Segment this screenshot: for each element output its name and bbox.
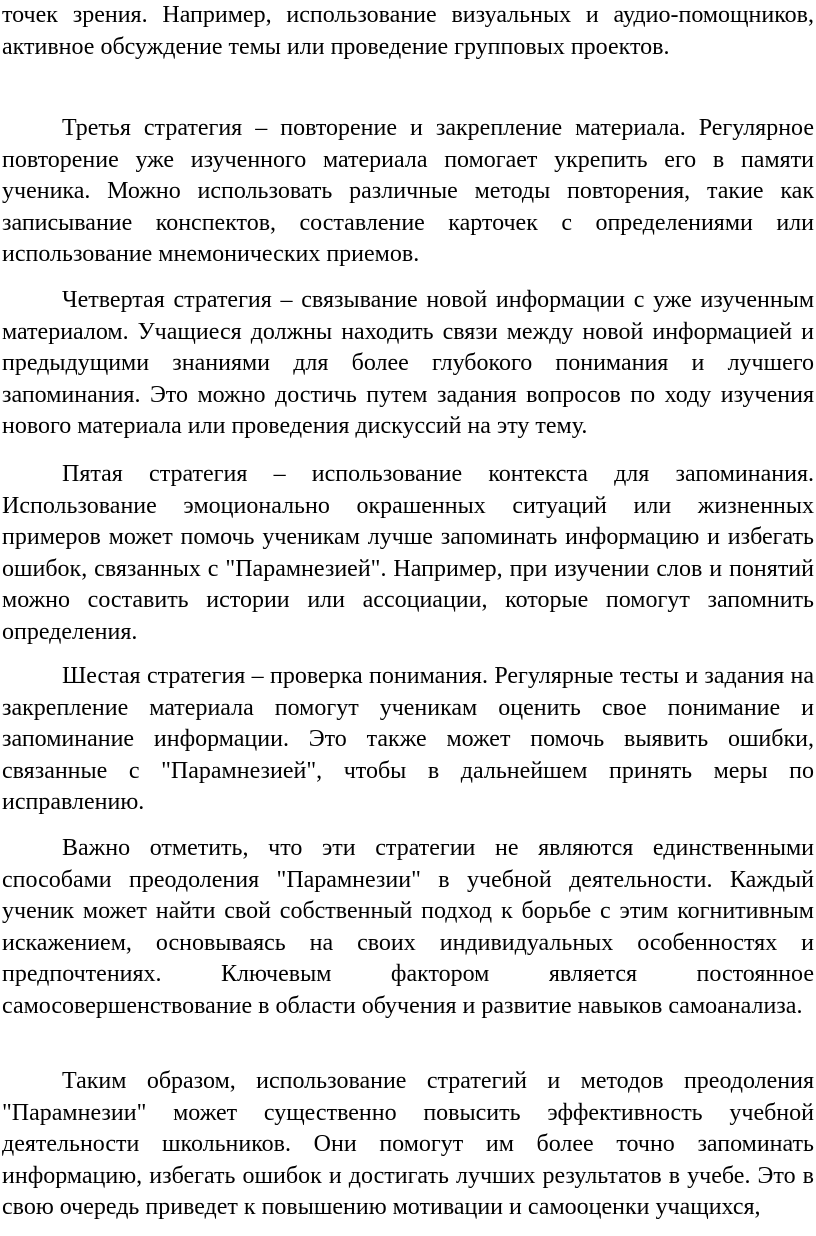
paragraph-fifth-strategy: Пятая стратегия – использование контекста для запоминания. Использование эмоционально окрашенных ситуаций или жизненных примеров может помочь ученикам лучше запоминать информацию и избегать ошибок, связанных с "Парамнезией". Например, при изучении слов и понятий можно составить истории или ассоциации, которые помогут запомнить определения. — [2, 461, 814, 645]
paragraph-conclusion: Таким образом, использование стратегий и методов преодоления "Парамнезии" может существенно повысить эффективность учебной деятельности школьников. Они помогут им более точно запоминать информацию, избегать ошибок и достигать лучших результатов в учебе. Это в свою очередь приведет к повышению мотивации и самооценки учащихся, — [2, 1068, 814, 1220]
paragraph-sixth-strategy: Шестая стратегия – проверка понимания. Регулярные тесты и задания на закрепление материала помогут ученикам оценить свое понимание и запоминание информации. Это также может помочь выявить ошибки, связанные с "Парамнезией", чтобы в дальнейшем принять меры по исправлению. — [2, 663, 814, 815]
paragraph-note: Важно отметить, что эти стратегии не являются единственными способами преодоления "Парамнезии" в учебной деятельности. Каждый ученик может найти свой собственный подход к борьбе с этим когнитивным искажением, основываясь на своих индивидуальных особенностях и предпочтениях. Ключевым фактором является постоянное самосовершенствование в области обучения и развитие навыков самоанализа. — [2, 835, 814, 1019]
paragraph-continuation: точек зрения. Например, использование визуальных и аудио-помощников, активное обсуждение темы или проведение групповых проектов. — [2, 2, 814, 60]
paragraph-third-strategy: Третья стратегия – повторение и закрепление материала. Регулярное повторение уже изученного материала помогает укрепить его в памяти ученика. Можно использовать различные методы повторения, такие как записывание конспектов, составление карточек с определениями или использование мнемонических приемов. — [2, 115, 814, 267]
paragraph-fourth-strategy: Четвертая стратегия – связывание новой информации с уже изученным материалом. Учащиеся должны находить связи между новой информацией и предыдущими знаниями для более глубокого понимания и лучшего запоминания. Это можно достичь путем задания вопросов по ходу изучения нового материала или проведения дискуссий на эту тему. — [2, 287, 814, 439]
